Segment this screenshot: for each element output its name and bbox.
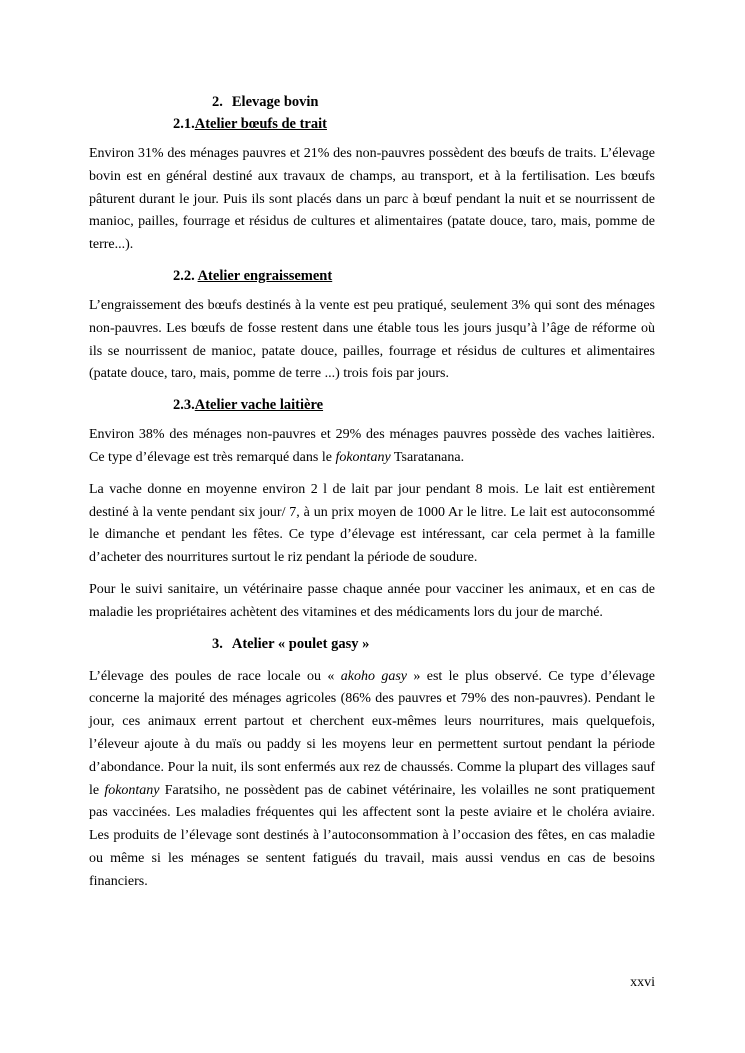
subsection-2-3-title: Atelier vache laitière (194, 397, 324, 414)
subsection-2-2-number: 2.2. (173, 267, 198, 284)
subsection-2-1-number: 2.1. (173, 116, 195, 132)
paragraph-poulet-gasy (89, 666, 655, 894)
subsection-2-3-number: 2.3. (173, 397, 195, 414)
section-3-title: Atelier « poulet gasy » (231, 635, 370, 652)
vache-text-b: Tsaratanana. (390, 449, 465, 465)
paragraph-vache-laitiere-2: La vache donne en moyenne environ 2 l de lait par jour pendant 8 mois. Le lait est entièrement destiné à la vente pendant six jour/ 7, à un prix moyen de 1000 Ar le litre. Le lait est autoconsommé le dimanche et pendant les fêtes. Ce type d’élevage est intéressant, car cela permet à la famille d’acheter des nourritures surtout le riz pendant la période de soudure. (89, 481, 655, 566)
poulet-text-e: Faratsiho, ne possèdent pas de cabinet vétérinaire, les volailles ne sont pratiquement pas vaccinées. Les maladies fréquentes qui les affectent sont la peste aviaire et le choléra aviaire. Les produits de l’élevage sont destinés à l’autoconsommation à l’occasion des fêtes, en cas maladie ou même si les ménages se sentent fatigués du travail, mais aussi vendus en cas de besoins financiers. (89, 782, 656, 889)
section-2-number: 2. (212, 94, 223, 110)
section-3-heading (89, 634, 655, 654)
poulet-text-c: » est le plus observé. Ce type d’élevage concerne la majorité des ménages agricoles (86% des pauvres et 79% des non-pauvres). Pendant le jour, ces animaux errent partout et cherchent eux-mêmes leurs nourritures, mais quelquefois, l’éleveur ajoute à du maïs ou paddy si les moyens leur en permettent surtout pendant la période d’abondance. Pour la nuit, ils sont enfermés aux rez de chaussés. Comme la plupart des villages sauf le (89, 668, 656, 798)
paragraph-suivi-sanitaire: Pour le suivi sanitaire, un vétérinaire passe chaque année pour vacciner les animaux, et en cas de maladie les propriétaires achètent des vitamines et des médicaments lors du jour de marché. (89, 581, 655, 620)
section-3-number: 3. (212, 635, 223, 652)
section-2-heading (89, 92, 655, 112)
poulet-italic-fokontany: fokontany (104, 782, 160, 798)
subsection-2-1-title: Atelier bœufs de trait (194, 116, 327, 132)
poulet-text-a: L’élevage des poules de race locale ou « (89, 668, 341, 684)
vache-text-a: Environ 38% des ménages non-pauvres et 29% des ménages pauvres possède des vaches laitières. Ce type d’élevage est très remarqué dans le (89, 427, 655, 465)
page-content (89, 92, 655, 903)
page-number: xxvi (630, 975, 655, 990)
paragraph-boeufs-de-trait: Environ 31% des ménages pauvres et 21% des non-pauvres possèdent des bœufs de traits. L’élevage bovin est en général destiné aux travaux de champs, au transport, et à la fertilisation. Les bœufs pâturent durant le jour. Puis ils sont placés dans un parc à bœuf pendant la nuit et se nourrissent de manioc, pailles, fourrage et résidus de cultures et alimentaires (patate douce, taro, mais, pomme de terre...). (89, 146, 655, 253)
vache-italic-fokontany: fokontany (335, 449, 391, 465)
subsection-2-2-title: Atelier engraissement (197, 267, 333, 284)
poulet-italic-akoho-gasy: akoho gasy (340, 668, 407, 684)
paragraph-engraissement: L’engraissement des bœufs destinés à la vente est peu pratiqué, seulement 3% qui sont des ménages non-pauvres. Les bœufs de fosse restent dans une étable tous les jours jusqu’à l’âge de réforme où ils se nourrissent de manioc, patate douce, pailles, fourrage et résidus de cultures et alimentaires (patate douce, taro, mais, pomme de terre ...) trois fois par jours. (89, 297, 655, 382)
section-2-title: Elevage bovin (231, 94, 319, 110)
subsection-2-3-heading (89, 395, 655, 415)
subsection-2-1-heading (89, 114, 655, 134)
paragraph-vache-laitiere-1 (89, 424, 655, 470)
subsection-2-2-heading (89, 266, 655, 286)
